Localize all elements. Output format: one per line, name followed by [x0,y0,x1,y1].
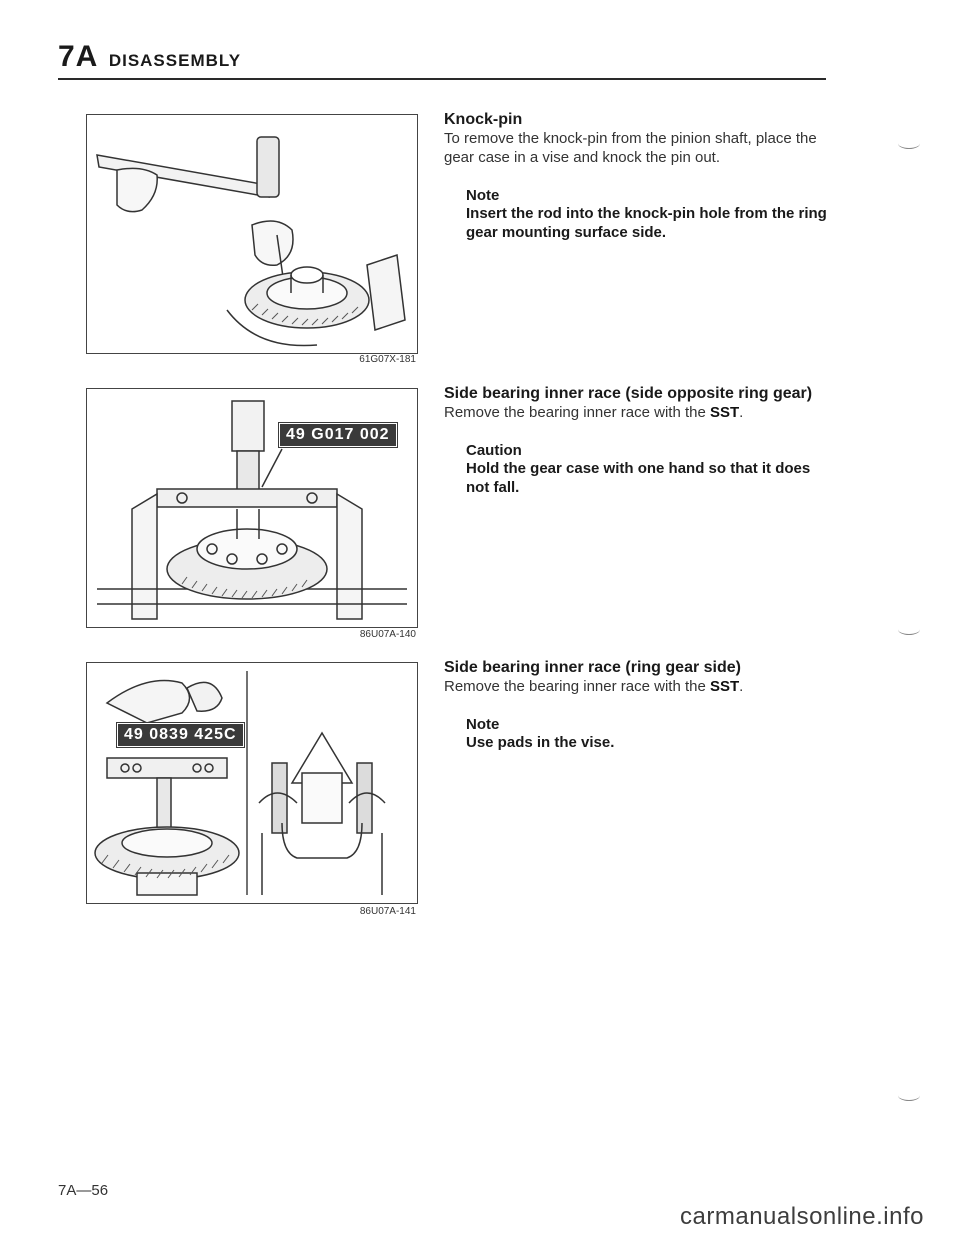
page-number: 7A—56 [58,1182,109,1199]
ring-gear-puller-illustration [87,663,417,903]
figure-side-bearing-opposite [86,388,418,628]
page-header [58,40,241,74]
knock-pin-illustration [87,115,417,353]
section-heading: Side bearing inner race (ring gear side) [444,659,741,676]
callout-title: Note [466,716,500,733]
margin-mark [898,624,920,635]
section-body [444,403,834,422]
body-bold: SST [709,404,740,421]
callout-text: Insert the rod into the knock-pin hole from the ring gear mounting surface side. [466,205,827,241]
caution-callout [466,442,834,497]
section-body [444,677,834,696]
body-bold: SST [709,678,740,695]
section-side-bearing-ring-gear [444,659,834,752]
section-heading: Side bearing inner race (side opposite ring gear) [444,385,813,402]
body-text: Remove the bearing inner race with the [444,404,710,421]
callout-title: Caution [466,442,522,459]
callout-title: Note [466,187,500,204]
body-text: . [739,678,744,695]
figure-code: 86U07A-140 [359,629,416,640]
section-heading: Knock-pin [444,111,523,128]
section-side-bearing-opposite [444,385,834,497]
figure-side-bearing-ring-gear [86,662,418,904]
note-callout [466,716,834,752]
callout-text: Hold the gear case with one hand so that it does not fall. [466,460,811,496]
callout-text: Use pads in the vise. [466,734,615,751]
body-text: . [739,404,744,421]
margin-mark [898,1090,920,1101]
section-knock-pin [444,111,834,242]
section-body: To remove the knock-pin from the pinion shaft, place the gear case in a vise and knock the pin out. [444,130,817,166]
header-rule [58,78,826,80]
note-callout [466,187,834,242]
section-title: DISASSEMBLY [108,51,242,70]
margin-mark [898,138,920,149]
watermark-link[interactable]: carmanualsonline.info [680,1203,924,1230]
figure-knock-pin [86,114,418,354]
tool-label-sst: 49 0839 425C [117,723,244,747]
body-text: Remove the bearing inner race with the [444,678,710,695]
chapter-number: 7A [58,40,99,73]
tool-label-sst: 49 G017 002 [279,423,397,447]
figure-code: 61G07X-181 [359,354,416,365]
figure-code: 86U07A-141 [359,906,416,917]
